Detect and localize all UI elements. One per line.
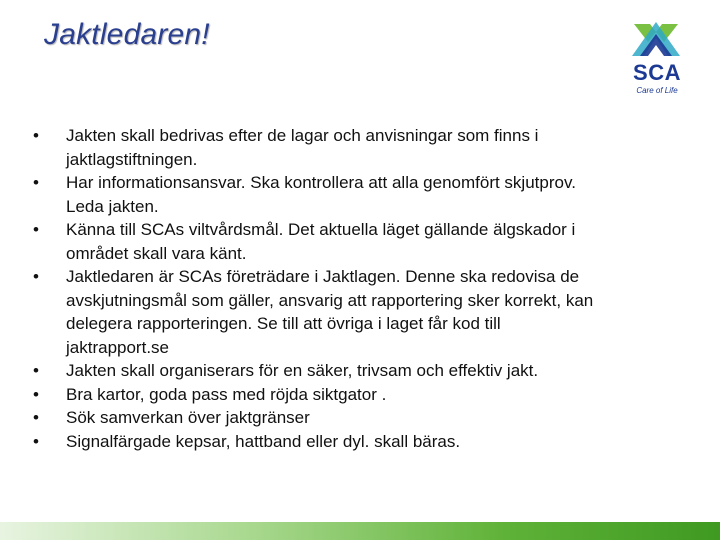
bullet-icon: • (33, 267, 39, 286)
sca-logo-icon (628, 18, 684, 60)
bullet-item (30, 171, 600, 218)
bullet-item (30, 430, 600, 454)
logo-name: SCA (633, 60, 681, 85)
bullet-item (30, 265, 600, 359)
bullet-icon: • (33, 126, 39, 145)
bullet-text: Jakten skall bedrivas efter de lagar och anvisningar som finns i jaktlagstiftningen. (66, 126, 539, 169)
bullet-text: Jaktledaren är SCAs företrädare i Jaktlagen. Denne ska redovisa de avskjutningsmål som gäller, ansvarig att rapportering sker korrekt, kan delegera rapporteringen. Se till att övriga i laget får kod till jaktrapport.se (66, 267, 594, 357)
bullet-icon: • (33, 408, 39, 427)
bullet-text: Jakten skall organiserars för en säker, trivsam och effektiv jakt. (66, 361, 539, 380)
bullet-item (30, 124, 600, 171)
slide-title: Jaktledaren! (44, 18, 210, 51)
bullet-text: Bra kartor, goda pass med röjda siktgator . (66, 384, 387, 404)
bullet-text: Signalfärgade kepsar, hattband eller dyl. skall bäras. (66, 431, 461, 451)
bullet-item (30, 406, 600, 430)
sca-logo (626, 18, 688, 98)
bullet-text: Känna till SCAs viltvårdsmål. Det aktuella läget gällande älgskador i området skall vara känt. (66, 220, 576, 263)
bullet-item (30, 383, 600, 407)
bullet-text: Sök samverkan över jaktgränser (66, 408, 310, 427)
bullet-item (30, 359, 600, 383)
bullet-icon: • (33, 361, 39, 380)
bullet-icon: • (33, 173, 39, 192)
footer-gradient-bar (0, 522, 720, 540)
logo-tagline: Care of Life (636, 86, 678, 95)
bullet-icon: • (33, 220, 39, 239)
bullet-icon: • (33, 431, 39, 451)
bullet-icon: • (33, 384, 39, 404)
bullet-text: Har informationsansvar. Ska kontrollera att alla genomfört skjutprov. Leda jakten. (66, 173, 576, 216)
bullet-item (30, 218, 600, 265)
bullet-list (30, 124, 600, 453)
